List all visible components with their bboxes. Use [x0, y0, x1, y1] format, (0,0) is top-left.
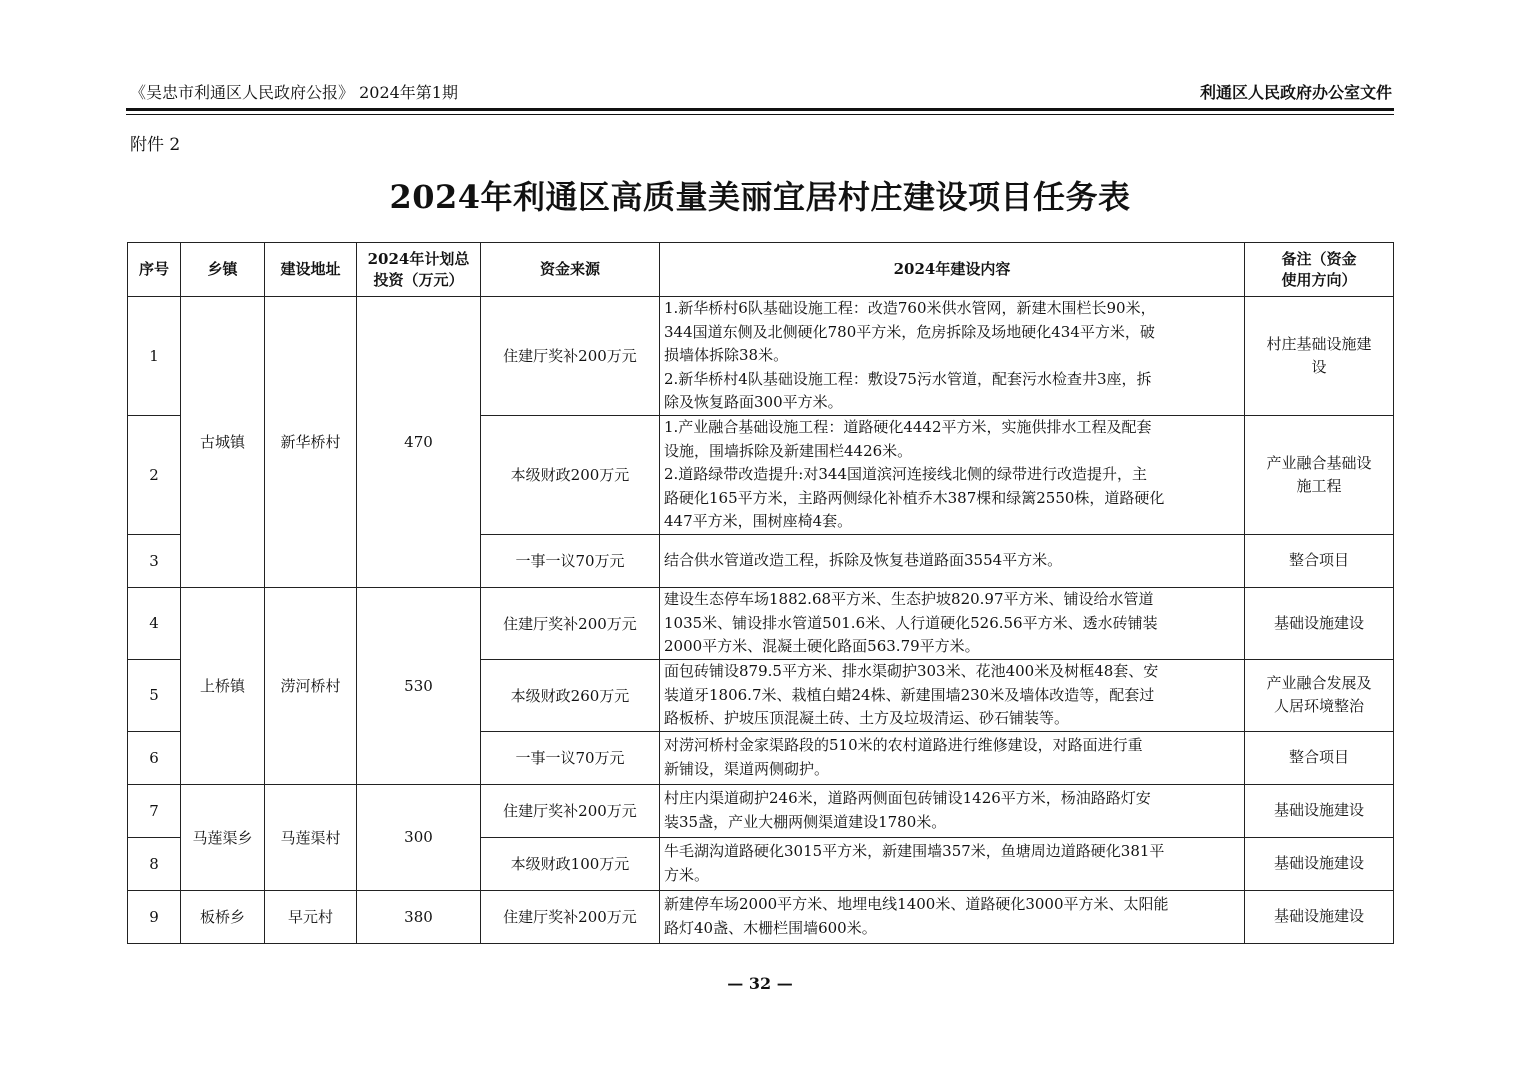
table-header-row [128, 243, 1394, 297]
header-note-line2: 使用方向） [1281, 270, 1357, 289]
header-note-line1: 备注（资金 [1281, 249, 1357, 268]
usage-note [1245, 297, 1394, 416]
table-row [128, 784, 1394, 837]
header-rule-thick [126, 108, 1394, 111]
note-line: 基础设施建设 [1273, 854, 1364, 873]
header-content: 2024年建设内容 [660, 243, 1245, 297]
group-site: 早元村 [265, 890, 357, 943]
group-town: 上桥镇 [181, 587, 265, 784]
gazette-header: 《吴忠市利通区人民政府公报》 2024年第1期 [130, 83, 458, 102]
table-body [128, 297, 1394, 944]
construction-content [660, 784, 1245, 837]
content-line: 447平方米，围树座椅4套。 [664, 512, 853, 531]
content-line: 除及恢复路面300平方米。 [664, 393, 843, 412]
content-line: 结合供水管道改造工程，拆除及恢复巷道路面3554平方米。 [664, 551, 1063, 570]
content-line: 牛毛湖沟道路硬化3015平方米，新建围墙357米，鱼塘周边道路硬化381平 [664, 842, 1165, 861]
note-line: 人居环境整治 [1273, 697, 1364, 716]
group-invest: 530 [357, 587, 481, 784]
fund-source: 住建厅奖补200万元 [481, 587, 660, 659]
fund-source: 住建厅奖补200万元 [481, 784, 660, 837]
construction-content [660, 587, 1245, 659]
usage-note [1245, 659, 1394, 731]
note-line: 基础设施建设 [1273, 907, 1364, 926]
note-line: 整合项目 [1288, 748, 1349, 767]
header-invest [357, 243, 481, 297]
note-line: 村庄基础设施建 [1266, 334, 1372, 353]
group-invest: 470 [357, 297, 481, 588]
group-town: 古城镇 [181, 297, 265, 588]
content-line: 村庄内渠道砌护246米，道路两侧面包砖铺设1426平方米，杨油路路灯安 [664, 789, 1151, 808]
content-line: 2000平方米、混凝土硬化路面563.79平方米。 [664, 637, 980, 656]
row-number: 8 [128, 837, 181, 890]
content-line: 路板桥、护坡压顶混凝土砖、土方及垃圾清运、砂石铺装等。 [664, 709, 1070, 728]
fund-source: 本级财政200万元 [481, 415, 660, 534]
row-number: 5 [128, 659, 181, 731]
usage-note [1245, 890, 1394, 943]
construction-content [660, 534, 1245, 587]
group-town: 马莲渠乡 [181, 784, 265, 890]
header-invest-line2: 投资（万元） [373, 270, 464, 289]
content-line: 设施，围墙拆除及新建围栏4426米。 [664, 441, 913, 460]
construction-content [660, 297, 1245, 416]
usage-note [1245, 587, 1394, 659]
header-site: 建设地址 [265, 243, 357, 297]
group-site: 涝河桥村 [265, 587, 357, 784]
task-table [127, 242, 1394, 944]
note-line: 设 [1311, 357, 1327, 376]
content-line: 装35盏，产业大棚两侧渠道建设1780米。 [664, 812, 947, 831]
fund-source: 住建厅奖补200万元 [481, 297, 660, 416]
table-row [128, 587, 1394, 659]
usage-note [1245, 784, 1394, 837]
group-invest: 380 [357, 890, 481, 943]
construction-content [660, 837, 1245, 890]
group-site: 马莲渠村 [265, 784, 357, 890]
fund-source: 住建厅奖补200万元 [481, 890, 660, 943]
usage-note [1245, 837, 1394, 890]
document-title: 2024年利通区高质量美丽宜居村庄建设项目任务表 [389, 178, 1131, 216]
content-line: 对涝河桥村金家渠路段的510米的农村道路进行维修建设，对路面进行重 [664, 736, 1143, 755]
fund-source: 一事一议70万元 [481, 731, 660, 784]
content-line: 344国道东侧及北侧硬化780平方米，危房拆除及场地硬化434平方米，破 [664, 322, 1155, 341]
content-line: 2.道路绿带改造提升:对344国道滨河连接线北侧的绿带进行改造提升，主 [664, 465, 1147, 484]
group-invest: 300 [357, 784, 481, 890]
attachment-label: 附件 2 [130, 135, 181, 155]
page-number: — 32 — [727, 974, 793, 993]
note-line: 产业融合基础设 [1266, 453, 1372, 472]
header-invest-line1: 2024年计划总 [367, 249, 470, 268]
office-document-label: 利通区人民政府办公室文件 [1199, 83, 1392, 102]
header-fund: 资金来源 [481, 243, 660, 297]
content-line: 路灯40盏、木栅栏围墙600米。 [664, 918, 877, 937]
content-line: 面包砖铺设879.5平方米、排水渠砌护303米、花池400米及树框48套、安 [664, 661, 1159, 680]
construction-content [660, 659, 1245, 731]
row-number: 4 [128, 587, 181, 659]
usage-note [1245, 731, 1394, 784]
table-row [128, 297, 1394, 416]
content-line: 路硬化165平方米，主路两侧绿化补植乔木387棵和绿篱2550株，道路硬化 [664, 488, 1165, 507]
fund-source: 一事一议70万元 [481, 534, 660, 587]
header-note [1245, 243, 1394, 297]
header-no: 序号 [128, 243, 181, 297]
content-line: 新建停车场2000平方米、地埋电线1400米、道路硬化3000平方米、太阳能 [664, 895, 1169, 914]
content-line: 1035米、铺设排水管道501.6米、人行道硬化526.56平方米、透水砖铺装 [664, 613, 1158, 632]
row-number: 1 [128, 297, 181, 416]
fund-source: 本级财政100万元 [481, 837, 660, 890]
row-number: 7 [128, 784, 181, 837]
usage-note [1245, 534, 1394, 587]
content-line: 损墙体拆除38米。 [664, 346, 789, 365]
row-number: 6 [128, 731, 181, 784]
content-line: 1.新华桥村6队基础设施工程：改造760米供水管网，新建木围栏长90米， [664, 299, 1156, 317]
content-line: 2.新华桥村4队基础设施工程：敷设75污水管道，配套污水检查井3座，拆 [664, 369, 1152, 388]
note-line: 产业融合发展及 [1266, 674, 1372, 693]
row-number: 3 [128, 534, 181, 587]
note-line: 基础设施建设 [1273, 613, 1364, 632]
group-town: 板桥乡 [181, 890, 265, 943]
table-row [128, 890, 1394, 943]
note-line: 整合项目 [1288, 551, 1349, 570]
row-number: 2 [128, 415, 181, 534]
header-rule-thin [126, 114, 1394, 115]
content-line: 方米。 [664, 865, 710, 884]
construction-content [660, 731, 1245, 784]
construction-content [660, 415, 1245, 534]
content-line: 1.产业融合基础设施工程：道路硬化4442平方米，实施供排水工程及配套 [664, 417, 1152, 436]
usage-note [1245, 415, 1394, 534]
content-line: 装道牙1806.7米、栽植白蜡24株、新建围墙230米及墙体改造等，配套过 [664, 685, 1155, 704]
construction-content [660, 890, 1245, 943]
note-line: 基础设施建设 [1273, 801, 1364, 820]
note-line: 施工程 [1296, 476, 1342, 495]
header-town: 乡镇 [181, 243, 265, 297]
content-line: 新铺设，渠道两侧砌护。 [664, 759, 830, 778]
group-site: 新华桥村 [265, 297, 357, 588]
content-line: 建设生态停车场1882.68平方米、生态护坡820.97平方米、铺设给水管道 [664, 590, 1154, 609]
row-number: 9 [128, 890, 181, 943]
fund-source: 本级财政260万元 [481, 659, 660, 731]
